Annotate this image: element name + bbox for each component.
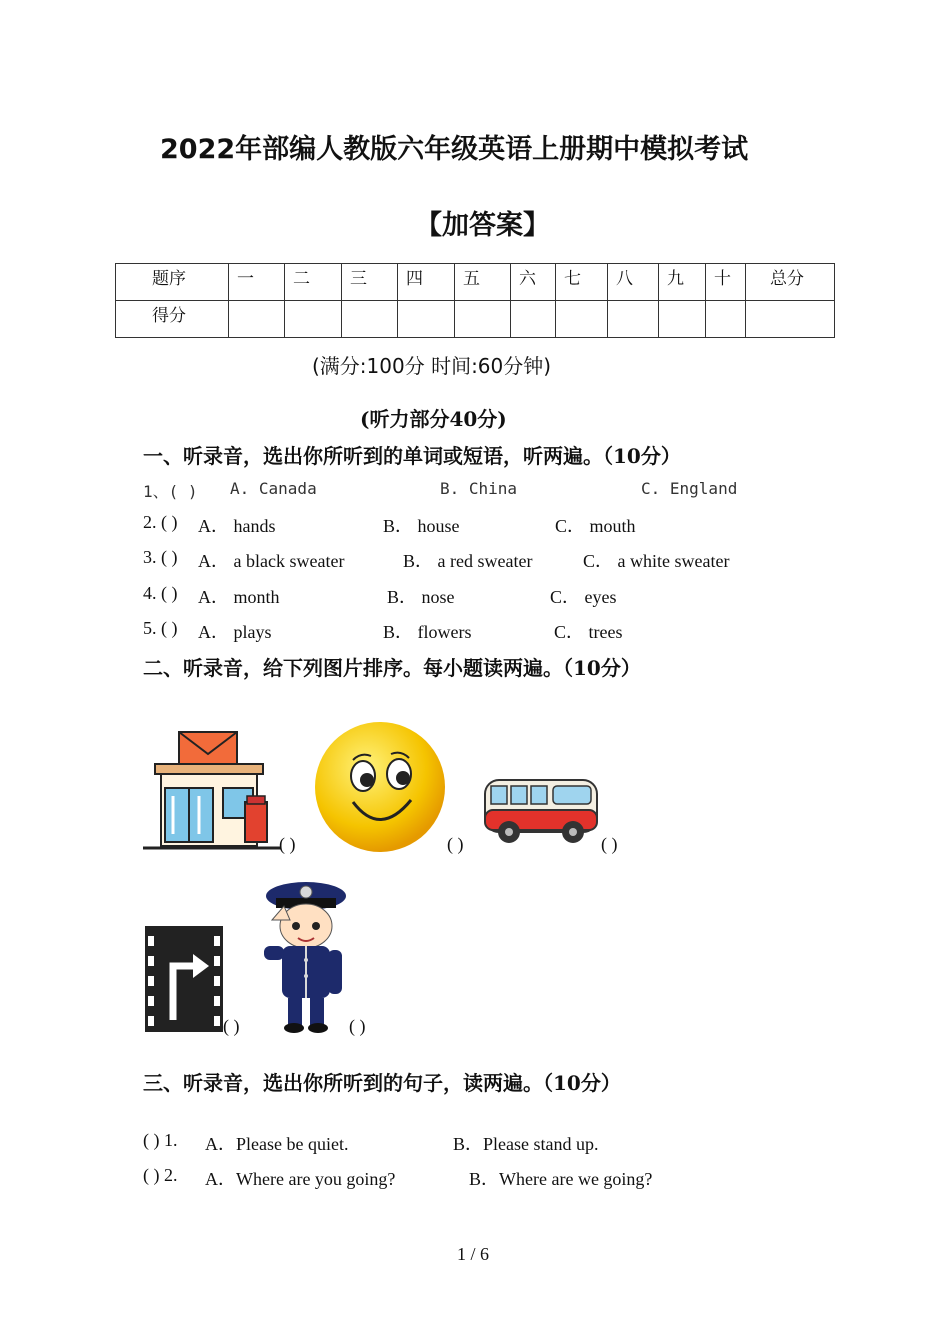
score-cell[interactable] <box>608 301 659 338</box>
q3-option-c: C． a white sweater <box>583 551 730 571</box>
q2-number: 2. ( ) <box>143 512 178 532</box>
smiley-face-picture <box>313 720 447 854</box>
title-line-1: 2022年部编人教版六年级英语上册期中模拟考试 <box>160 134 749 165</box>
score-header-cell: 九 <box>659 264 706 301</box>
turn-right-sign-picture <box>143 924 225 1034</box>
q4-option-c: C． eyes <box>550 587 617 607</box>
score-header-cell: 四 <box>398 264 455 301</box>
score-cell[interactable] <box>229 301 285 338</box>
answer-blank-turn-right[interactable]: ( ) <box>223 1016 240 1036</box>
q1-option-a: A. Canada <box>230 479 317 498</box>
s3-q2-number: ( ) 2. <box>143 1165 178 1185</box>
q3-option-a: A． a black sweater <box>198 551 345 571</box>
listening-header: (听力部分40分) <box>360 407 507 431</box>
s3-q1-option-a: A．Please be quiet. <box>205 1134 349 1154</box>
score-header-cell: 题序 <box>116 264 229 301</box>
s3-q1-number: ( ) 1. <box>143 1130 178 1150</box>
score-table-score-row <box>116 301 835 338</box>
section-3-title: 三、听录音，选出你所听到的句子，读两遍。（10分） <box>143 1071 621 1095</box>
q5-number: 5. ( ) <box>143 618 178 638</box>
answer-blank-smiley[interactable]: ( ) <box>447 834 464 854</box>
score-cell[interactable] <box>659 301 706 338</box>
score-header-cell: 十 <box>706 264 746 301</box>
page-number: 1 / 6 <box>457 1244 490 1264</box>
answer-blank-policeman[interactable]: ( ) <box>349 1016 366 1036</box>
s3-q2-option-b: B．Where are we going? <box>469 1169 653 1189</box>
score-header-cell: 一 <box>229 264 285 301</box>
score-cell[interactable] <box>342 301 398 338</box>
score-table-header-row <box>116 264 835 301</box>
q4-option-b: B． nose <box>387 587 455 607</box>
q2-option-c: C． mouth <box>555 516 636 536</box>
section-1-title: 一、听录音，选出你所听到的单词或短语，听两遍。（10分） <box>143 444 681 468</box>
policeman-picture <box>258 880 350 1034</box>
score-header-cell: 五 <box>455 264 511 301</box>
s3-q1-option-b: B．Please stand up. <box>453 1134 599 1154</box>
score-table <box>115 263 835 338</box>
section-2-title: 二、听录音，给下列图片排序。每小题读两遍。（10分） <box>143 656 641 680</box>
score-cell[interactable] <box>511 301 556 338</box>
q3-option-b: B． a red sweater <box>403 551 533 571</box>
q5-option-a: A． plays <box>198 622 272 642</box>
q1-option-b: B. China <box>440 479 518 498</box>
q2-option-b: B． house <box>383 516 460 536</box>
score-header-cell: 六 <box>511 264 556 301</box>
q5-option-b: B． flowers <box>383 622 472 642</box>
score-header-cell: 三 <box>342 264 398 301</box>
score-cell[interactable] <box>706 301 746 338</box>
score-header-cell: 七 <box>556 264 608 301</box>
q1-option-c: C. England <box>641 479 738 498</box>
s3-q2-option-a: A．Where are you going? <box>205 1169 396 1189</box>
q2-option-a: A． hands <box>198 516 276 536</box>
q4-number: 4. ( ) <box>143 583 178 603</box>
exam-meta: (满分:100分 时间:60分钟) <box>312 354 552 378</box>
answer-blank-post-office[interactable]: ( ) <box>279 834 296 854</box>
score-header-cell: 八 <box>608 264 659 301</box>
score-header-cell: 总分 <box>746 264 835 301</box>
score-row-label: 得分 <box>116 301 229 338</box>
q4-option-a: A． month <box>198 587 280 607</box>
score-cell[interactable] <box>285 301 342 338</box>
q3-number: 3. ( ) <box>143 547 178 567</box>
score-cell[interactable] <box>556 301 608 338</box>
q1-number: 1、( ) <box>143 482 198 501</box>
q5-option-c: C． trees <box>554 622 623 642</box>
score-cell[interactable] <box>455 301 511 338</box>
title-line-2: 【加答案】 <box>415 210 550 241</box>
score-cell[interactable] <box>398 301 455 338</box>
score-cell[interactable] <box>746 301 835 338</box>
post-office-picture <box>143 730 281 852</box>
bus-picture <box>481 770 603 850</box>
score-header-cell: 二 <box>285 264 342 301</box>
answer-blank-bus[interactable]: ( ) <box>601 834 618 854</box>
